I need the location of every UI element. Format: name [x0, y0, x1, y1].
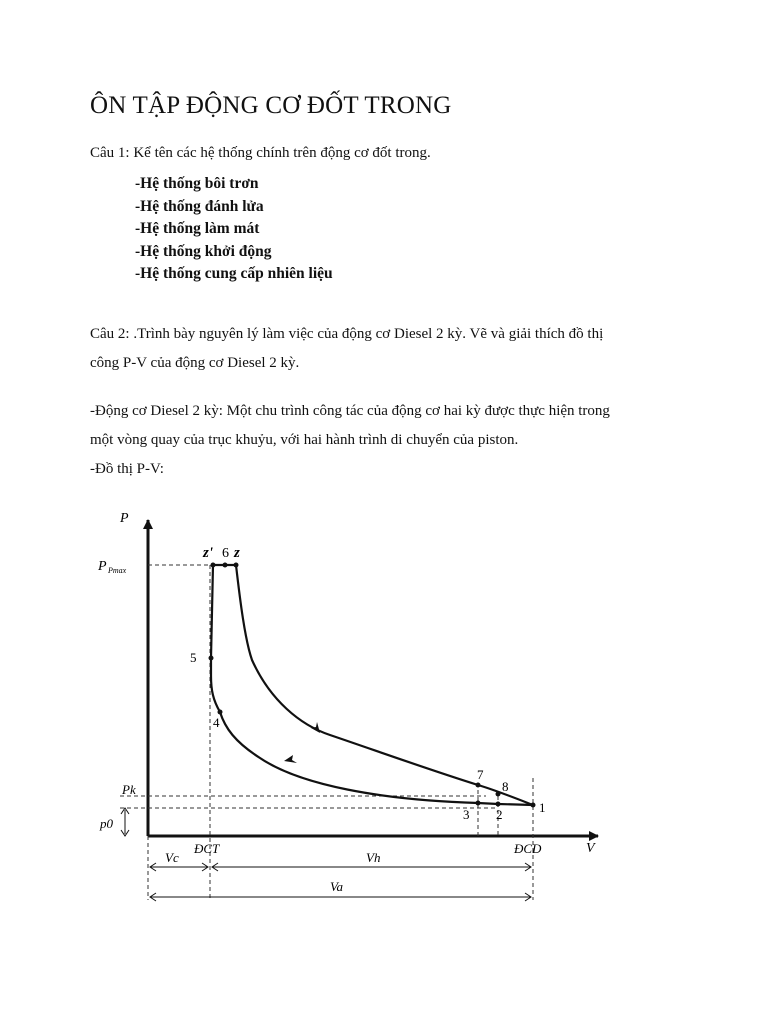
svg-text:Pmax: Pmax: [108, 566, 127, 575]
list-item: -Hệ thống làm mát: [135, 220, 260, 237]
v-axis-label: V: [586, 841, 595, 856]
diesel-line-1: -Động cơ Diesel 2 kỳ: Một chu trình công tác của động cơ hai kỳ được thực hiện trong: [90, 403, 610, 419]
compression-arrow-icon: [284, 755, 297, 763]
vh-label: Vh: [366, 850, 381, 865]
dcd-label: ĐCD: [514, 841, 542, 856]
pv-curves: [211, 565, 533, 805]
point-label-3: 3: [463, 807, 470, 822]
list-item: -Hệ thống đánh lửa: [135, 197, 264, 215]
pk-label: Pk: [122, 782, 136, 797]
point-label-7: 7: [477, 767, 484, 782]
pmax-label: [97, 559, 127, 575]
list-item: -Hệ thống khởi động: [135, 242, 272, 260]
compression-curve: [211, 565, 533, 805]
point-label-2: 2: [496, 807, 503, 822]
point-label-6: 6: [222, 546, 229, 561]
p-axis-label: P: [120, 511, 129, 526]
page-title: ÔN TẬP ĐỘNG CƠ ĐỐT TRONG: [90, 92, 452, 119]
pv-diagram-label: -Đồ thị P-V:: [90, 461, 164, 477]
list-item: -Hệ thống cung cấp nhiên liệu: [135, 265, 333, 282]
svg-text:P: P: [98, 559, 107, 574]
point-label-z-prime: z': [203, 545, 214, 561]
list-item: -Hệ thống bôi trơn: [135, 175, 259, 192]
diesel-line-2: một vòng quay của trục khuỷu, với hai hành trình di chuyển của piston.: [90, 432, 519, 448]
va-label: Va: [330, 879, 343, 894]
point-label-z: z: [234, 545, 240, 561]
point-label-8: 8: [502, 779, 509, 794]
vc-label: Vc: [165, 850, 179, 865]
p0-label: p0: [100, 816, 113, 831]
chart-points: [209, 563, 536, 808]
question-1: Câu 1: Kể tên các hệ thống chính trên động cơ đốt trong.: [90, 145, 431, 161]
point-label-5: 5: [190, 650, 197, 665]
guide-lines: [120, 565, 533, 900]
point-label-4: 4: [213, 715, 220, 730]
question-2-line-1: Câu 2: .Trình bày nguyên lý làm việc của động cơ Diesel 2 kỳ. Vẽ và giải thích đồ thị: [90, 326, 604, 342]
question-2-line-2: công P-V của động cơ Diesel 2 kỳ.: [90, 355, 300, 371]
dct-label: ĐCT: [194, 841, 220, 856]
point-label-1: 1: [539, 800, 546, 815]
